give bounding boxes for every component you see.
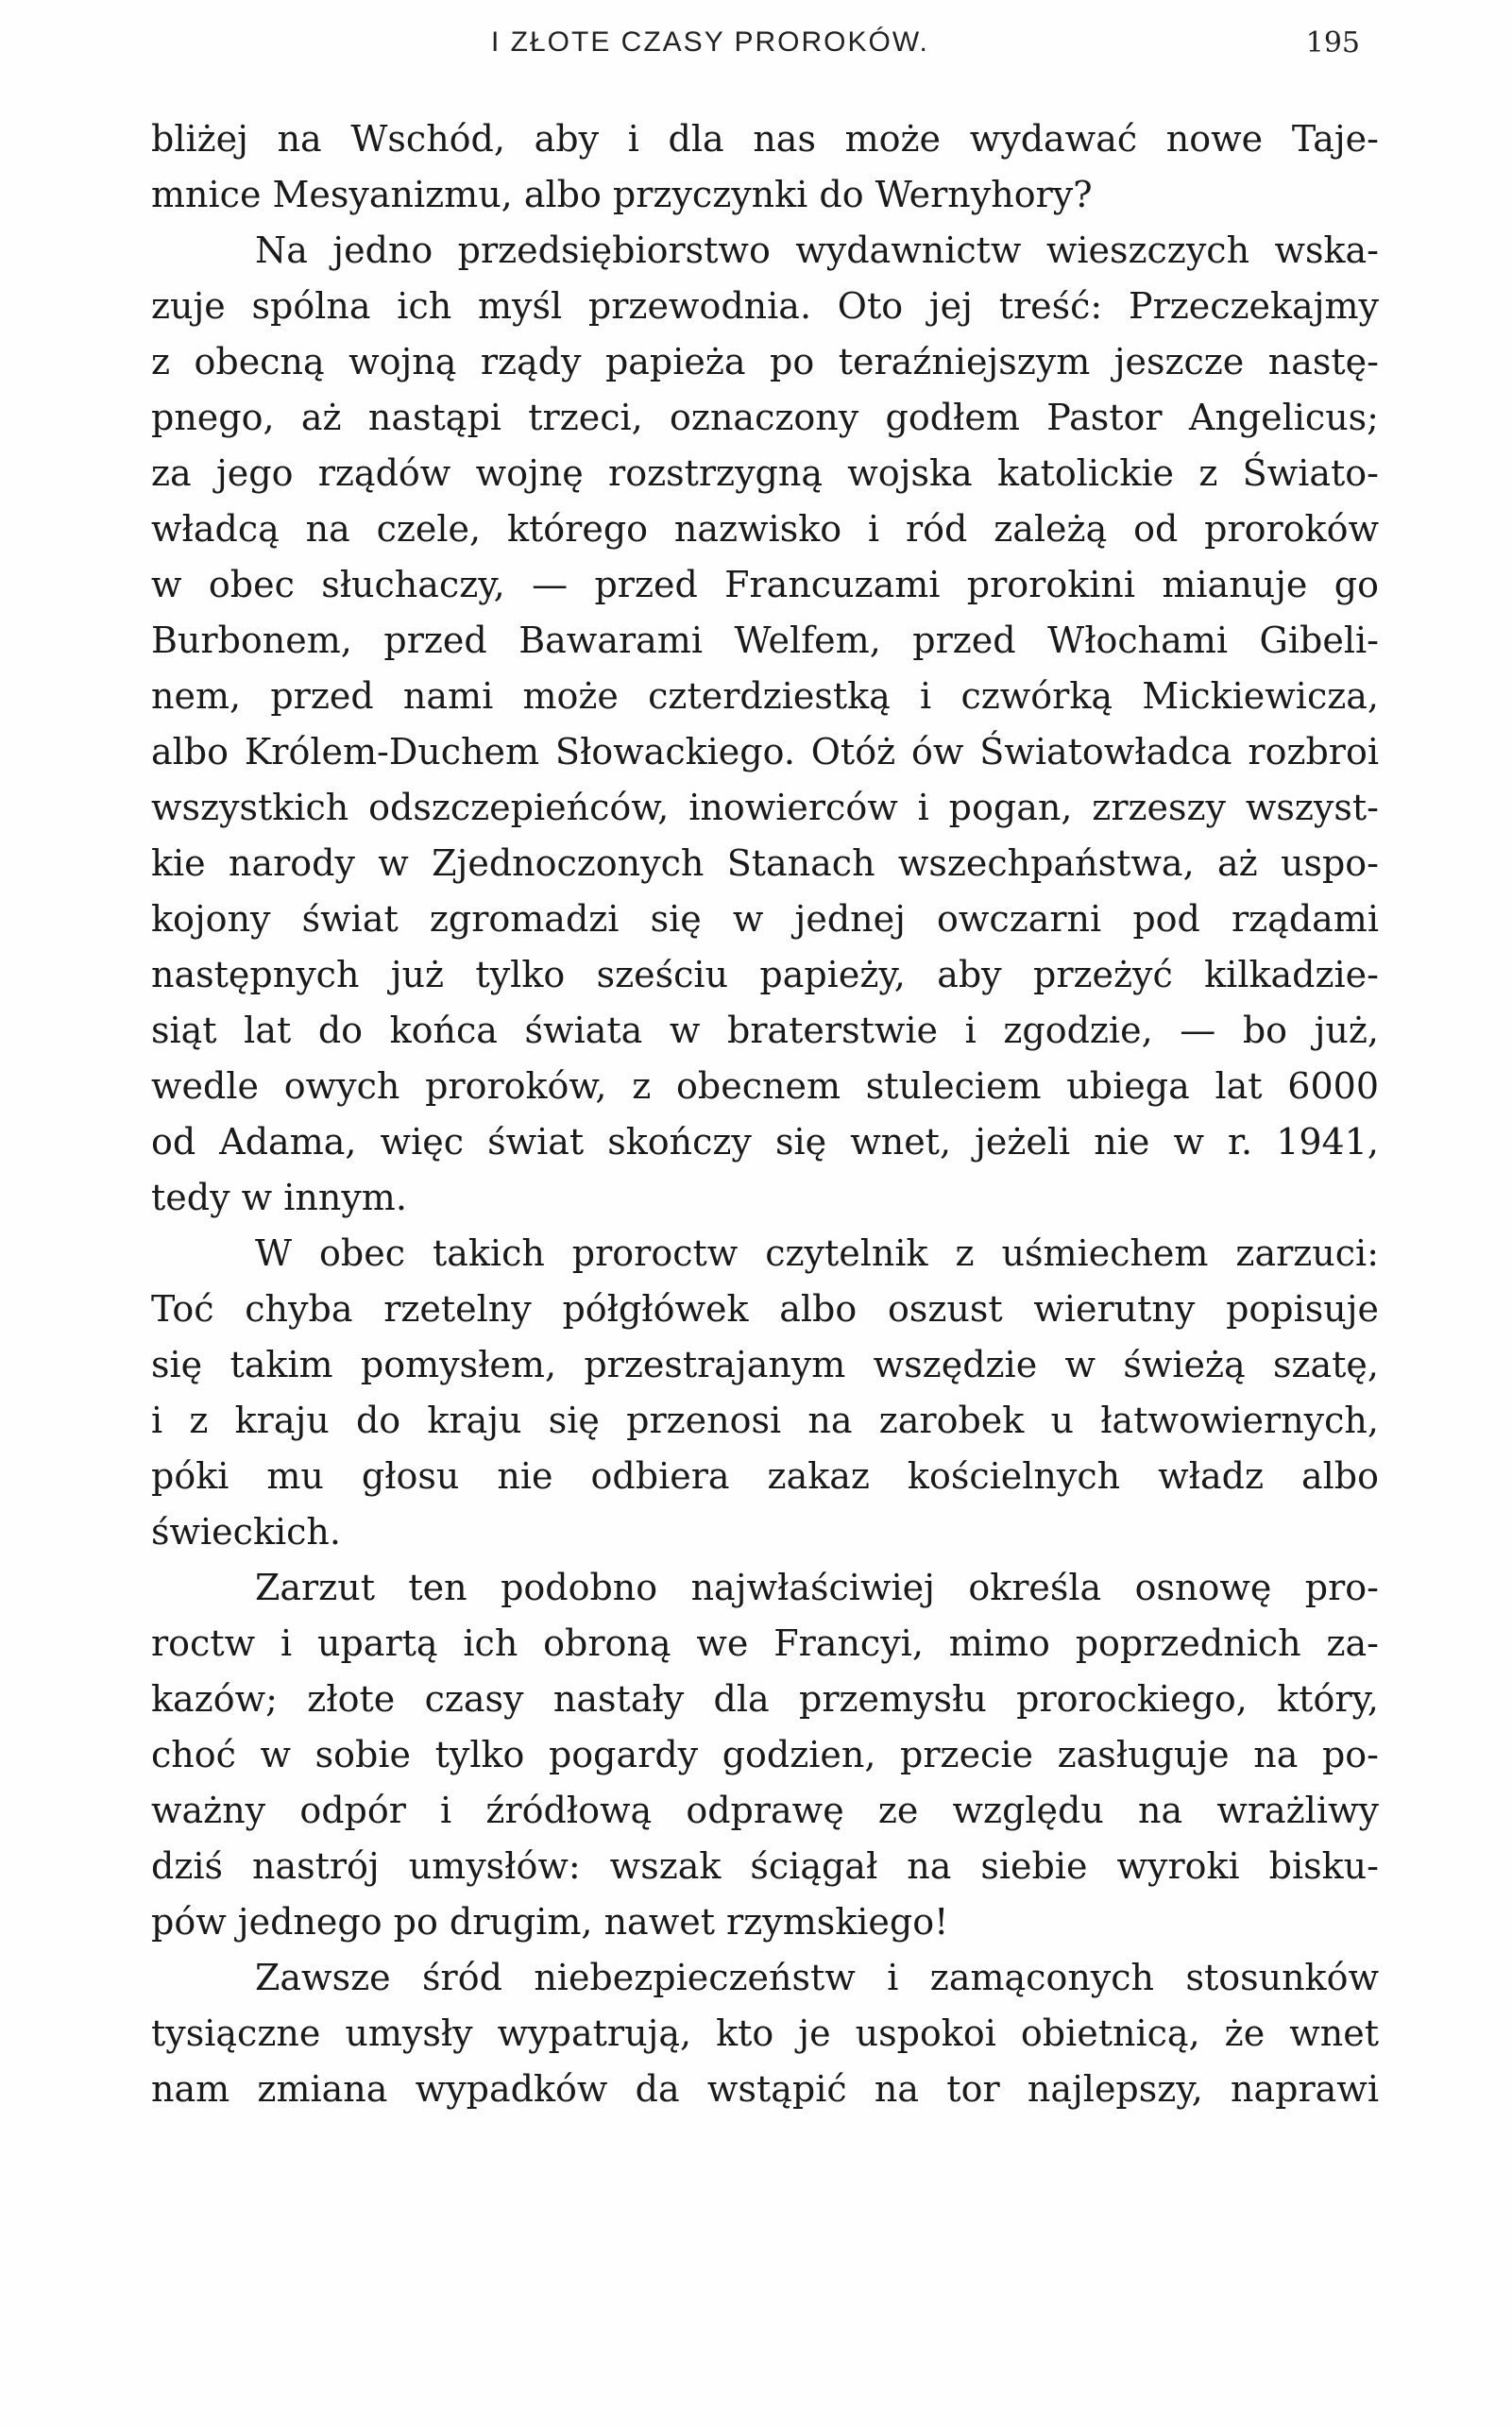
text-line: za jego rządów wojnę rozstrzygną wojska katolickie z Świato- <box>151 452 1379 494</box>
text-line: wedle owych proroków, z obecnem stuleciem ubiega lat 6000 <box>151 1065 1379 1107</box>
text-line: świeckich. <box>151 1511 341 1553</box>
text-line: dziś nastrój umysłów: wszak ściągał na siebie wyroki bisku- <box>151 1845 1379 1887</box>
text-line: ważny odpór i źródłową odprawę ze względu na wrażliwy <box>151 1790 1379 1831</box>
text-line: siąt lat do końca świata w braterstwie i zgodzie, — bo już, <box>151 1010 1379 1051</box>
text-line: nem, przed nami może czterdziestką i czwórką Mickiewicza, <box>151 675 1379 717</box>
text-line: Zarzut ten podobno najwłaściwiej określa osnowę pro- <box>255 1567 1379 1608</box>
text-line: choć w sobie tylko pogardy godzien, przecie zasługuje na po- <box>151 1734 1379 1775</box>
text-line: kie narody w Zjednoczonych Stanach wszechpaństwa, aż uspo- <box>151 842 1379 884</box>
text-line: władcą na czele, którego nazwisko i ród zależą od proroków <box>151 508 1379 550</box>
text-line: Burbonem, przed Bawarami Welfem, przed Włochami Gibeli- <box>151 620 1379 661</box>
text-line: póki mu głosu nie odbiera zakaz kościelnych władz albo <box>151 1455 1379 1497</box>
text-line: wszystkich odszczepieńców, inowierców i pogan, zrzeszy wszyst- <box>151 787 1379 828</box>
text-line: zuje spólna ich myśl przewodnia. Oto jej treść: Przeczekajmy <box>151 285 1379 327</box>
text-line: pnego, aż nastąpi trzeci, oznaczony godłem Pastor Angelicus; <box>151 397 1379 438</box>
text-line: roctw i upartą ich obroną we Francyi, mimo poprzednich za- <box>151 1622 1379 1664</box>
text-line: W obec takich proroctw czytelnik z uśmiechem zarzuci: <box>255 1232 1379 1274</box>
text-line: albo Królem-Duchem Słowackiego. Otóż ów Światowładca rozbroi <box>151 731 1379 773</box>
text-line: tedy w innym. <box>151 1177 407 1218</box>
text-line: z obecną wojną rządy papieża po teraźniejszym jeszcze nastę- <box>151 341 1379 382</box>
text-line: Na jedno przedsiębiorstwo wydawnictw wieszczych wska- <box>255 229 1379 271</box>
page-number: 195 <box>1305 26 1360 59</box>
running-head <box>151 26 1379 74</box>
text-line: mnice Mesyanizmu, albo przyczynki do Wernyhory? <box>151 174 1093 215</box>
text-line: się takim pomysłem, przestrajanym wszędzie w świeżą szatę, <box>151 1344 1379 1385</box>
text-line: bliżej na Wschód, aby i dla nas może wydawać nowe Taje- <box>151 118 1379 160</box>
text-line: i z kraju do kraju się przenosi na zarobek u łatwowiernych, <box>151 1400 1379 1441</box>
text-line: nam zmiana wypadków da wstąpić na tor najlepszy, naprawi <box>151 2068 1379 2110</box>
text-line: Toć chyba rzetelny półgłówek albo oszust wierutny popisuje <box>151 1288 1379 1330</box>
text-line: kazów; złote czasy nastały dla przemysłu prorockiego, który, <box>151 1678 1379 1720</box>
text-line: kojony świat zgromadzi się w jednej owczarni pod rządami <box>151 898 1379 940</box>
body-text <box>151 111 1379 2117</box>
running-title: I ZŁOTE CZASY PROROKÓW. <box>491 26 929 58</box>
text-line: tysiączne umysły wypatrują, kto je uspokoi obietnicą, że wnet <box>151 2012 1379 2054</box>
text-line: następnych już tylko sześciu papieży, aby przeżyć kilkadzie- <box>151 954 1379 995</box>
text-line: Zawsze śród niebezpieczeństw i zamąconych stosunków <box>255 1957 1379 1998</box>
text-line: pów jednego po drugim, nawet rzymskiego! <box>151 1901 949 1943</box>
text-line: w obec słuchaczy, — przed Francuzami prorokini mianuje go <box>151 564 1379 605</box>
text-line: od Adama, więc świat skończy się wnet, jeżeli nie w r. 1941, <box>151 1121 1379 1163</box>
